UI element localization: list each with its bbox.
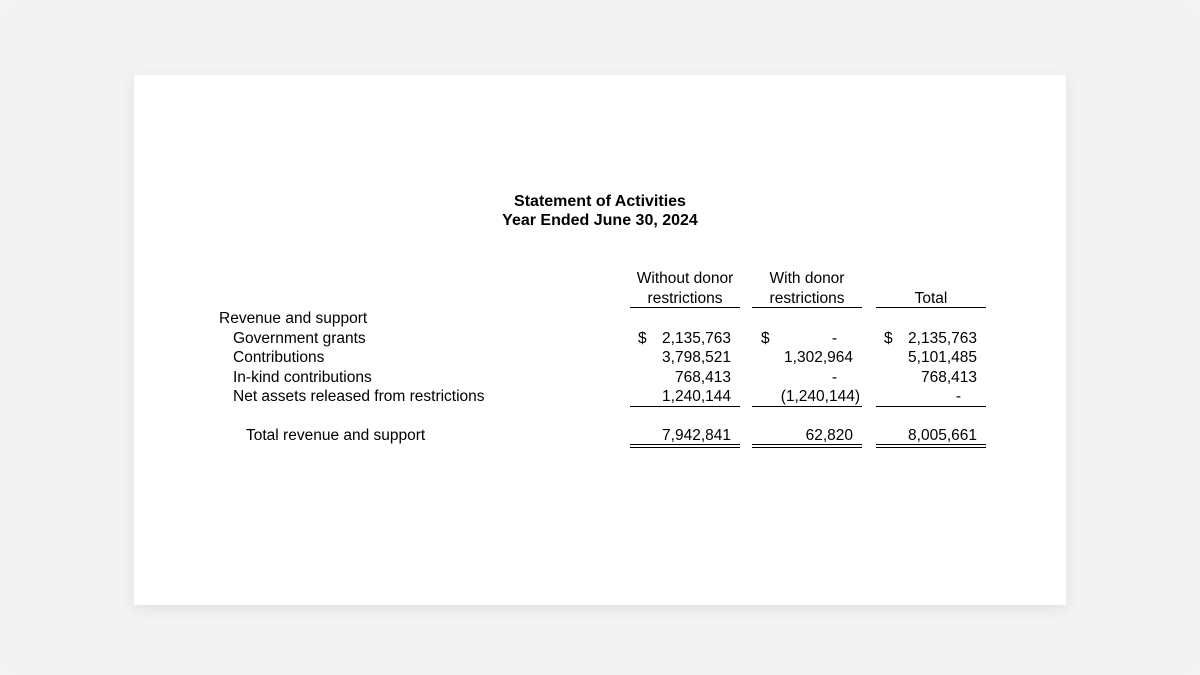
column-header-without-donor-line2: restrictions bbox=[647, 290, 723, 307]
total-value: 7,942,841 bbox=[662, 427, 731, 444]
currency-symbol: $ bbox=[638, 330, 647, 347]
statement-title: Statement of Activities bbox=[514, 193, 686, 210]
cell-value: 768,413 bbox=[920, 369, 977, 386]
column-header-total: Total bbox=[914, 290, 948, 307]
cell-value: 2,135,763 bbox=[662, 330, 731, 347]
column-header-without-donor-line1: Without donor bbox=[636, 270, 734, 287]
row-label: Contributions bbox=[233, 349, 325, 366]
total-double-underline bbox=[752, 444, 862, 448]
cell-value: 1,302,964 bbox=[784, 349, 853, 366]
cell-value: 5,101,485 bbox=[908, 349, 977, 366]
subtotal-underline bbox=[876, 406, 986, 407]
cell-value: 1,240,144 bbox=[662, 388, 731, 405]
total-label: Total revenue and support bbox=[246, 427, 426, 444]
header-underline bbox=[752, 307, 862, 308]
row-label: In-kind contributions bbox=[233, 369, 372, 386]
currency-symbol: $ bbox=[761, 330, 770, 347]
total-double-underline bbox=[630, 444, 740, 448]
row-label: Net assets released from restrictions bbox=[233, 388, 485, 405]
total-value: 62,820 bbox=[805, 427, 853, 444]
column-header-with-donor-line1: With donor bbox=[769, 270, 845, 287]
cell-value: 768,413 bbox=[674, 369, 731, 386]
cell-value: - bbox=[831, 369, 837, 386]
row-label: Government grants bbox=[233, 330, 366, 347]
cell-value: 2,135,763 bbox=[908, 330, 977, 347]
subtotal-underline bbox=[630, 406, 740, 407]
section-label: Revenue and support bbox=[219, 310, 368, 327]
header-underline bbox=[876, 307, 986, 308]
cell-value: 3,798,521 bbox=[662, 349, 731, 366]
cell-value: - bbox=[831, 330, 837, 347]
cell-value: (1,240,144) bbox=[780, 388, 860, 405]
header-underline bbox=[630, 307, 740, 308]
currency-symbol: $ bbox=[884, 330, 893, 347]
total-double-underline bbox=[876, 444, 986, 448]
subtotal-underline bbox=[752, 406, 862, 407]
statement-subtitle: Year Ended June 30, 2024 bbox=[502, 212, 698, 229]
cell-value: - bbox=[955, 388, 961, 405]
torn-paper-edge bbox=[134, 545, 1066, 615]
total-value: 8,005,661 bbox=[908, 427, 977, 444]
column-header-with-donor-line2: restrictions bbox=[769, 290, 845, 307]
